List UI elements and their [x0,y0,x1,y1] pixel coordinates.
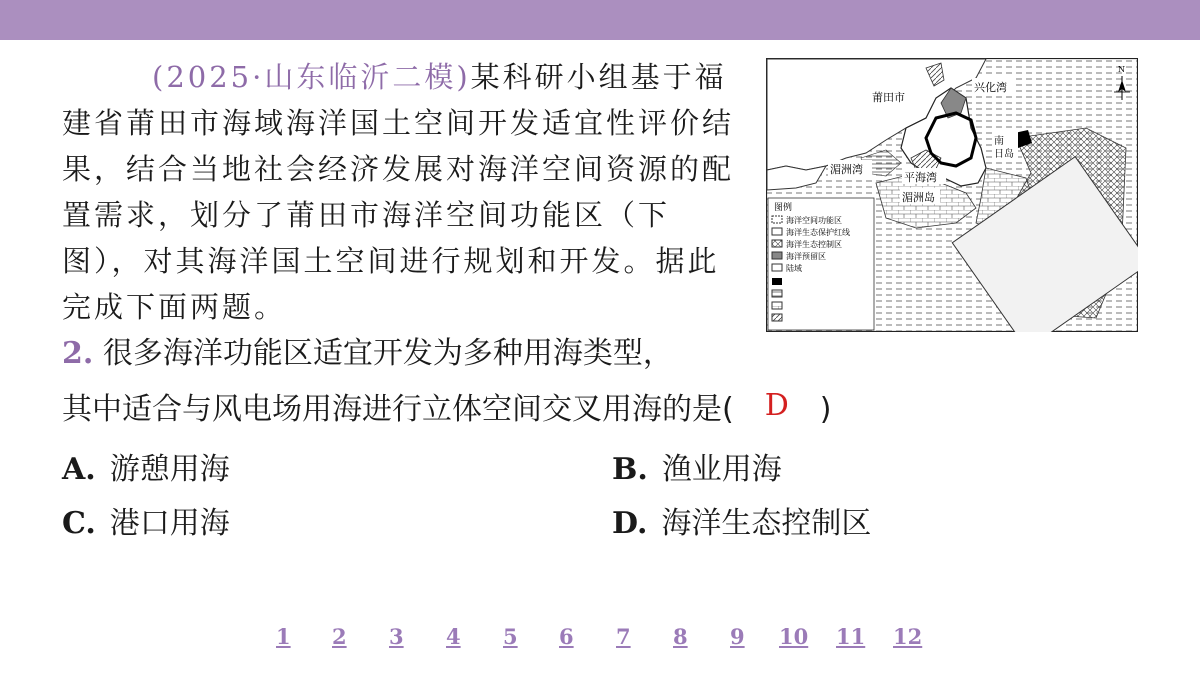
answer-blank [734,388,820,428]
legend-swatch [772,290,782,297]
map-svg [766,58,1138,332]
option-letter: D. [612,506,648,541]
label-xinghua-bay: 兴化湾 [974,81,1007,94]
legend-item: 海洋预留区 [786,252,826,261]
option-b[interactable] [612,444,782,488]
page-link-7[interactable]: 7 [616,624,631,649]
option-text: 游憩用海 [109,452,230,487]
page-link-10[interactable]: 10 [779,624,809,649]
option-text: 海洋生态控制区 [661,506,872,541]
option-d[interactable] [612,498,871,542]
label-nanri-island: 南日岛 [994,136,1014,160]
page-link-11[interactable]: 11 [836,624,866,649]
option-letter: A. [62,452,96,487]
label-putian: 莆田市 [872,91,905,104]
top-banner-bar [0,0,1200,40]
answer-value: D [764,388,789,423]
page-link-9[interactable]: 9 [730,624,745,649]
question-close-paren: ) [819,392,832,427]
page-link-1[interactable]: 1 [276,624,291,649]
legend-item: 陆域 [786,264,802,273]
question-line-2 [62,388,832,428]
option-letter: C. [62,506,96,541]
question-source: (2025·山东临沂二模) [152,60,471,94]
legend-swatch [772,264,782,271]
legend-swatch [772,302,782,309]
page-link-12[interactable]: 12 [893,624,923,649]
question-intro [62,54,738,330]
legend-swatch [772,228,782,235]
question-number: 2. [62,336,94,371]
option-text: 港口用海 [109,506,230,541]
legend-swatch [772,314,782,321]
question-text-1: 很多海洋功能区适宜开发为多种用海类型， [102,336,673,371]
page-link-6[interactable]: 6 [559,624,574,649]
page-link-4[interactable]: 4 [446,624,461,649]
legend-swatch [772,278,782,285]
option-c[interactable] [62,498,230,542]
label-meizhou-island: 湄洲岛 [902,191,935,204]
option-a[interactable] [62,444,230,488]
intro-text: 某科研小组基于福建省莆田市海域海洋国土空间开发适宜性评价结果，结合当地社会经济发展对海洋空间资源的配置需求，划分了莆田市海洋空间功能区（下图），对其海洋国土空间进行规划和开发。据此完成下面两题。 [62,60,735,324]
legend-swatch [772,240,782,247]
legend-item: 海洋空间功能区 [786,216,842,225]
option-text: 渔业用海 [661,452,782,487]
page-link-3[interactable]: 3 [389,624,404,649]
map-figure [766,58,1138,332]
question-line-1 [62,336,673,372]
label-pinghai-bay: 平海湾 [904,171,937,184]
legend-title: 图例 [774,203,793,213]
svg-text:N: N [1118,65,1125,74]
label-meizhou-bay: 湄洲湾 [830,163,863,176]
legend-item: 海洋生态保护红线 [786,228,850,237]
legend-swatch [772,252,782,259]
page-link-8[interactable]: 8 [673,624,688,649]
page-link-5[interactable]: 5 [503,624,518,649]
question-text-2: 其中适合与风电场用海进行立体空间交叉用海的是( [62,392,734,427]
legend-item: 海洋生态控制区 [786,240,842,249]
option-letter: B. [612,452,648,487]
page-link-2[interactable]: 2 [332,624,347,649]
